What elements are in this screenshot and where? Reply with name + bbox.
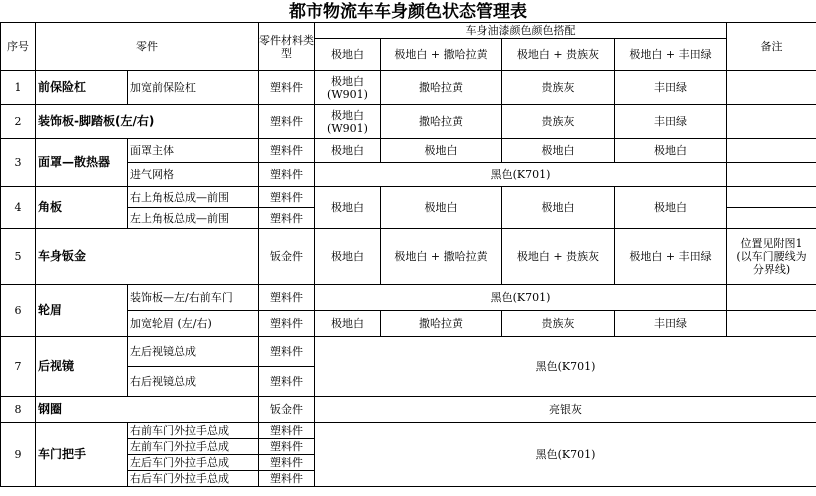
color-cell: 极地白	[615, 187, 727, 229]
color-management-table	[0, 22, 816, 487]
group-cell: 角板	[36, 187, 128, 229]
material-cell: 钣金件	[259, 229, 315, 285]
color-cell: 贵族灰	[502, 311, 615, 337]
header-remarks: 备注	[727, 23, 816, 71]
part-cell: 左后车门外拉手总成	[128, 455, 259, 471]
color-cell: 贵族灰	[502, 71, 615, 105]
color-cell: 黑色(K701)	[315, 337, 816, 397]
group-cell: 装饰板-脚踏板(左/右)	[36, 105, 259, 139]
table-row	[1, 285, 816, 311]
color-cell: 丰田绿	[615, 105, 727, 139]
remark-cell	[727, 311, 816, 337]
header-combo-3: 极地白 + 贵族灰	[502, 39, 615, 71]
remark-cell	[727, 208, 816, 229]
color-cell: 极地白 + 贵族灰	[502, 229, 615, 285]
material-cell: 塑料件	[259, 208, 315, 229]
color-code: (W901)	[327, 87, 368, 101]
part-cell: 左上角板总成—前围	[128, 208, 259, 229]
color-cell: 极地白	[315, 229, 381, 285]
seq-cell: 1	[1, 71, 36, 105]
seq-cell: 7	[1, 337, 36, 397]
table-row	[1, 229, 816, 285]
part-cell: 右上角板总成—前围	[128, 187, 259, 208]
seq-cell: 2	[1, 105, 36, 139]
header-color-scheme: 车身油漆颜色颜色搭配	[315, 23, 727, 39]
remark-cell	[727, 71, 816, 105]
color-cell: 极地白	[502, 187, 615, 229]
color-line: 极地白	[331, 108, 364, 122]
table-row	[1, 187, 816, 208]
color-cell: 极地白 + 丰田绿	[615, 229, 727, 285]
material-cell: 塑料件	[259, 471, 315, 487]
material-cell: 塑料件	[259, 367, 315, 397]
seq-cell: 6	[1, 285, 36, 337]
material-cell: 钣金件	[259, 397, 315, 423]
table-row	[1, 105, 816, 139]
color-cell: 极地白	[615, 139, 727, 163]
remark-cell	[727, 139, 816, 163]
remark-cell	[727, 285, 816, 311]
color-cell: 极地白	[381, 187, 502, 229]
material-cell: 塑料件	[259, 423, 315, 439]
group-cell: 后视镜	[36, 337, 128, 397]
remark-line: (以车门腰线为	[736, 250, 807, 263]
group-cell: 轮眉	[36, 285, 128, 337]
header-part: 零件	[36, 23, 259, 71]
color-cell: 极地白	[315, 187, 381, 229]
table-row	[1, 71, 816, 105]
color-cell: 贵族灰	[502, 105, 615, 139]
remark-cell	[727, 163, 816, 187]
color-code: (W901)	[327, 121, 368, 135]
color-cell: 撒哈拉黄	[381, 311, 502, 337]
color-cell: 黑色(K701)	[315, 285, 727, 311]
header-seq: 序号	[1, 23, 36, 71]
color-cell: 极地白	[502, 139, 615, 163]
color-cell: 丰田绿	[615, 311, 727, 337]
color-cell	[315, 71, 381, 105]
part-cell: 右后车门外拉手总成	[128, 471, 259, 487]
part-cell: 右后视镜总成	[128, 367, 259, 397]
color-cell: 极地白 + 撒哈拉黄	[381, 229, 502, 285]
group-cell: 车门把手	[36, 423, 128, 487]
header-combo-2: 极地白 + 撒哈拉黄	[381, 39, 502, 71]
material-cell: 塑料件	[259, 105, 315, 139]
group-cell: 面罩—散热器	[36, 139, 128, 187]
page-title: 都市物流车车身颜色状态管理表	[289, 2, 527, 22]
material-cell: 塑料件	[259, 311, 315, 337]
color-cell: 亮银灰	[315, 397, 816, 423]
part-cell: 进气网格	[128, 163, 259, 187]
part-cell: 面罩主体	[128, 139, 259, 163]
color-cell: 丰田绿	[615, 71, 727, 105]
table-row	[1, 423, 816, 439]
header-combo-1: 极地白	[315, 39, 381, 71]
remark-cell	[727, 229, 816, 285]
header-combo-4: 极地白 + 丰田绿	[615, 39, 727, 71]
group-cell: 钢圈	[36, 397, 259, 423]
part-cell: 左后视镜总成	[128, 337, 259, 367]
material-cell: 塑料件	[259, 139, 315, 163]
seq-cell: 8	[1, 397, 36, 423]
part-cell: 加宽轮眉 (左/右)	[128, 311, 259, 337]
header-material: 零件材料类型	[259, 23, 315, 71]
material-cell: 塑料件	[259, 187, 315, 208]
group-cell: 前保险杠	[36, 71, 128, 105]
seq-cell: 4	[1, 187, 36, 229]
color-cell: 黑色(K701)	[315, 163, 727, 187]
material-cell: 塑料件	[259, 439, 315, 455]
table-row	[1, 139, 816, 163]
seq-cell: 3	[1, 139, 36, 187]
material-cell: 塑料件	[259, 163, 315, 187]
color-cell	[315, 105, 381, 139]
color-cell: 极地白	[315, 139, 381, 163]
color-cell: 极地白	[315, 311, 381, 337]
material-cell: 塑料件	[259, 337, 315, 367]
color-line: 极地白	[331, 74, 364, 88]
color-cell: 黑色(K701)	[315, 423, 816, 487]
group-cell: 车身钣金	[36, 229, 259, 285]
remark-line: 位置见附图1	[740, 237, 803, 250]
remark-cell	[727, 187, 816, 208]
material-cell: 塑料件	[259, 455, 315, 471]
color-cell: 极地白	[381, 139, 502, 163]
table-row	[1, 397, 816, 423]
material-cell: 塑料件	[259, 71, 315, 105]
part-cell: 加宽前保险杠	[128, 71, 259, 105]
part-cell: 左前车门外拉手总成	[128, 439, 259, 455]
seq-cell: 5	[1, 229, 36, 285]
remark-line: 分界线)	[752, 263, 791, 276]
seq-cell: 9	[1, 423, 36, 487]
color-cell: 撒哈拉黄	[381, 71, 502, 105]
material-cell: 塑料件	[259, 285, 315, 311]
table-row	[1, 337, 816, 367]
color-cell: 撒哈拉黄	[381, 105, 502, 139]
part-cell: 右前车门外拉手总成	[128, 423, 259, 439]
part-cell: 装饰板—左/右前车门	[128, 285, 259, 311]
remark-cell	[727, 105, 816, 139]
